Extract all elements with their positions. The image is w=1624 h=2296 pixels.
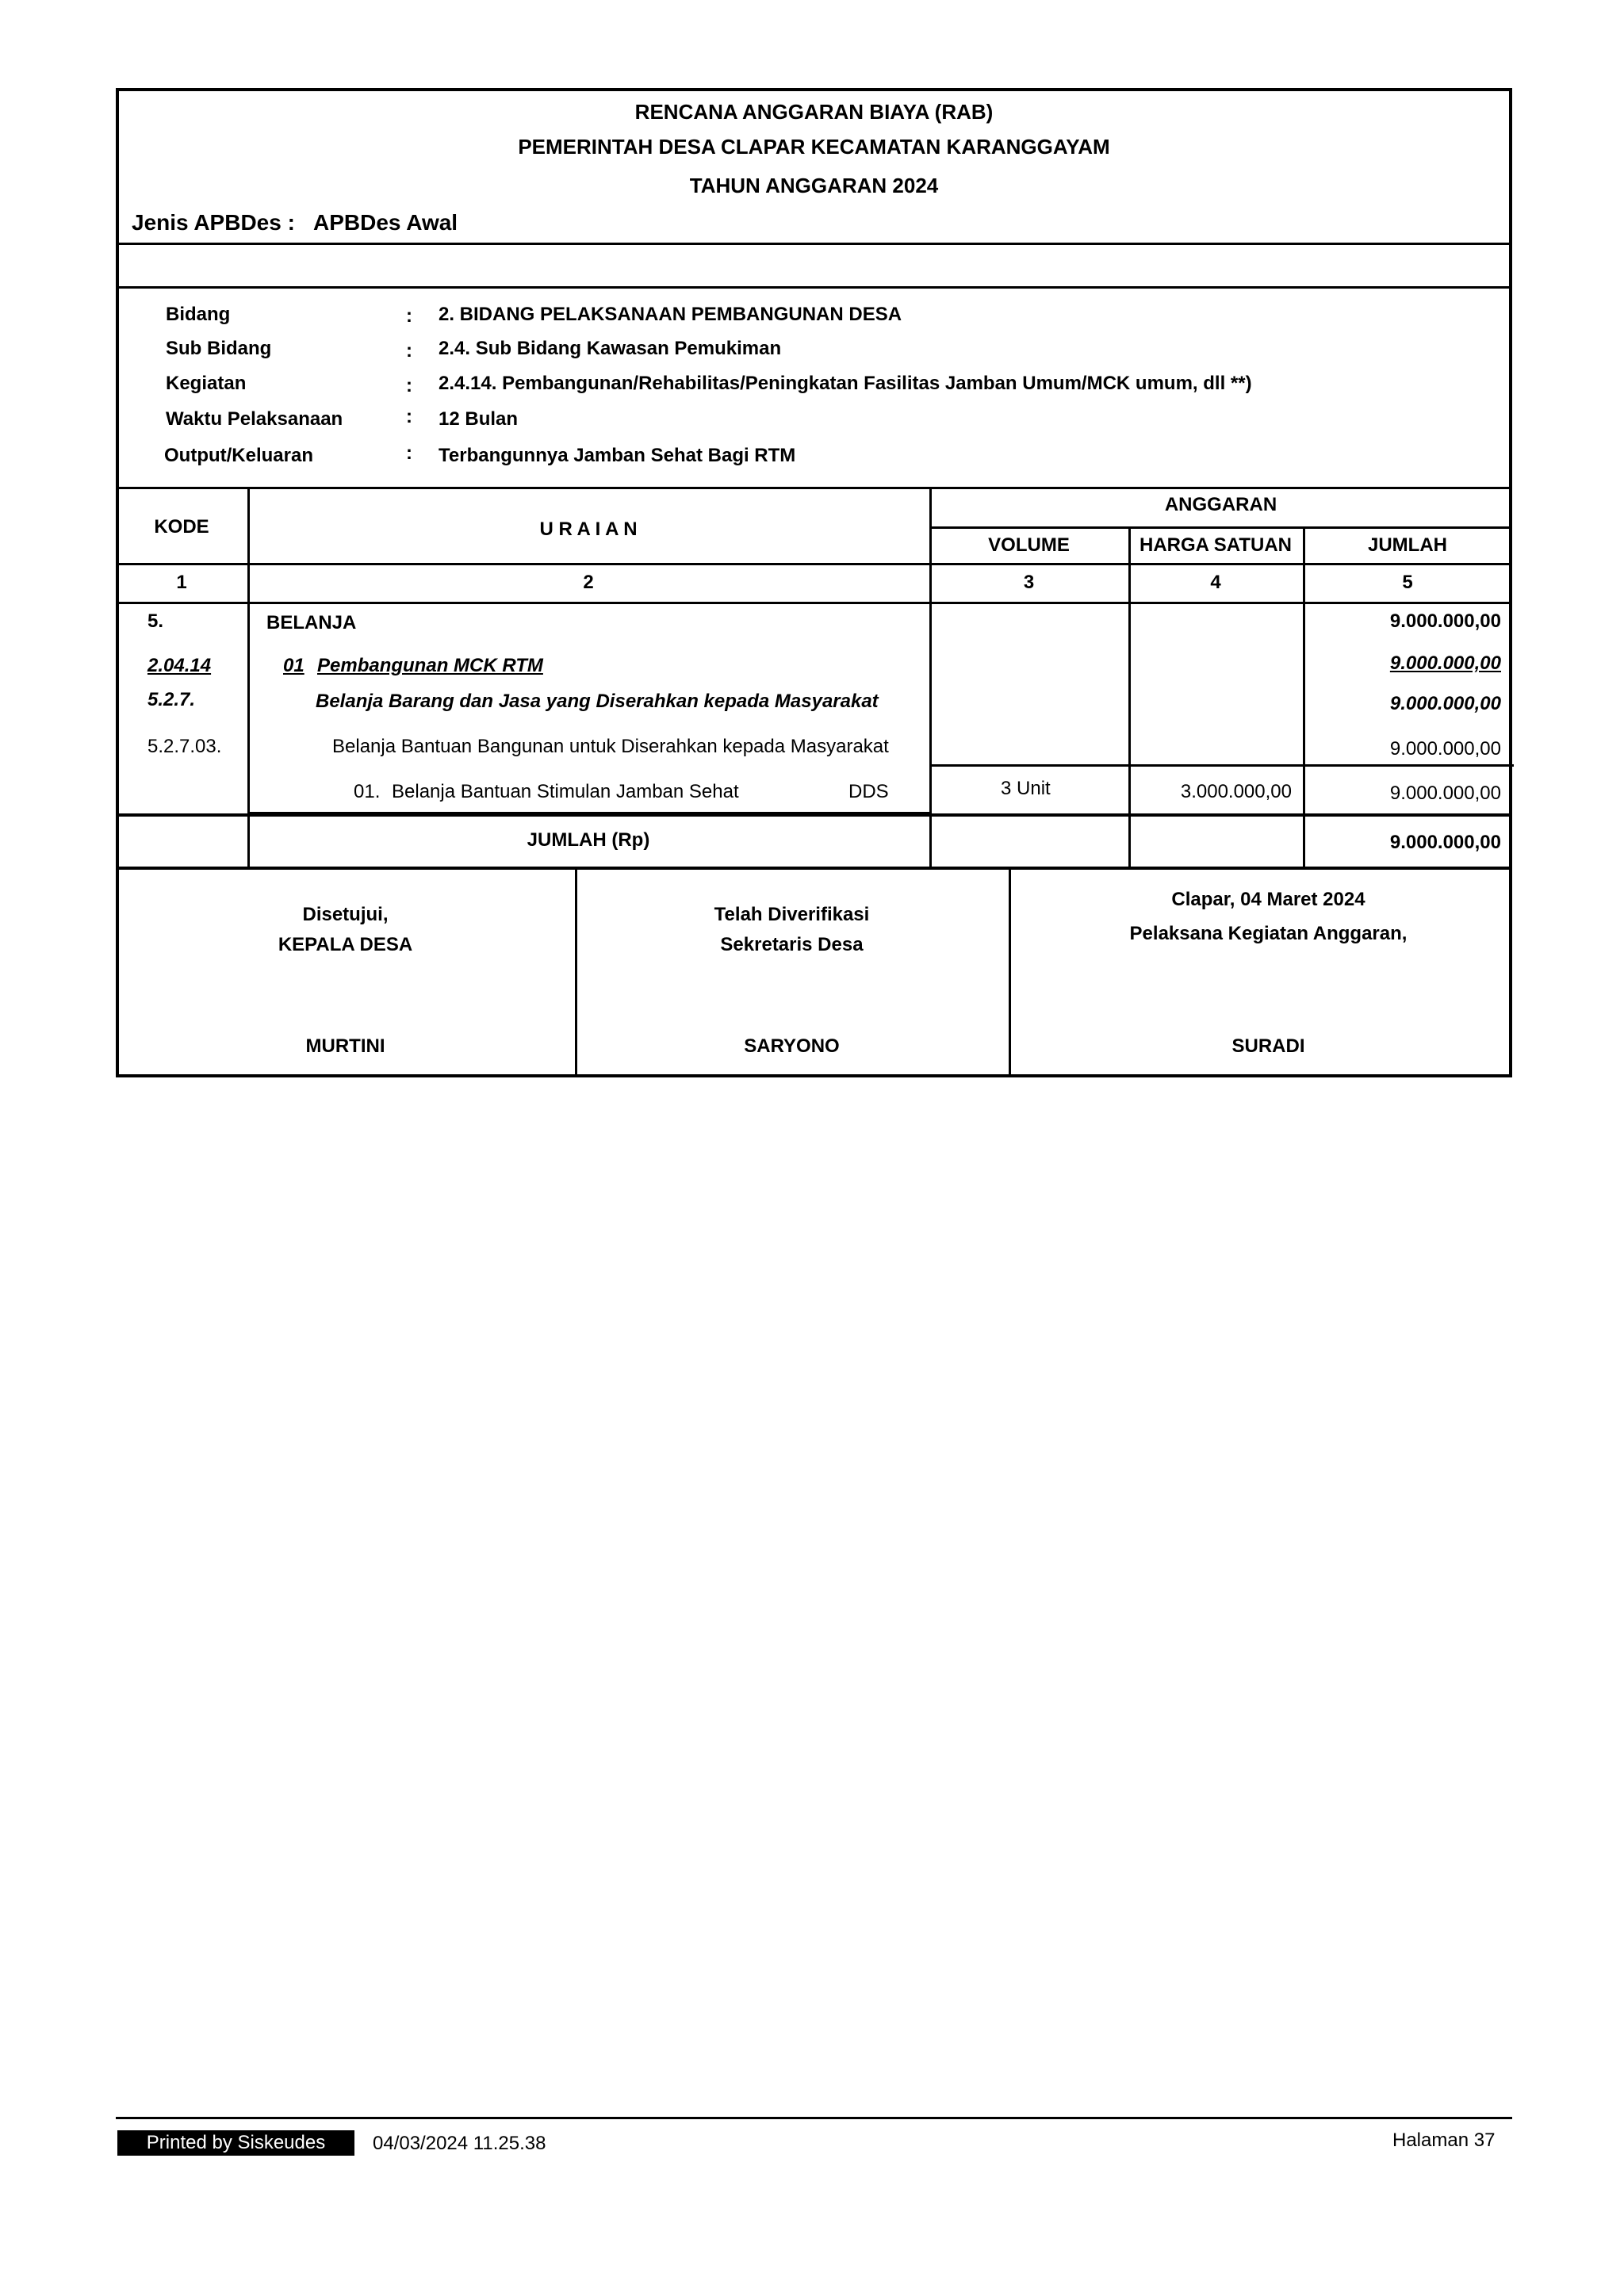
budget-year: TAHUN ANGGARAN 2024 [689, 174, 939, 197]
row-sumber-dana: DDS [848, 781, 889, 802]
row-uraian: Belanja Barang dan Jasa yang Diserahkan kepada Masyarakat [316, 691, 879, 712]
row-volume: 3 Unit [1001, 778, 1051, 799]
info-sep: : [406, 340, 412, 362]
signature-approval-label: Disetujui, [302, 904, 389, 925]
printed-by-badge: Printed by Siskeudes [117, 2130, 354, 2156]
jenis-apbdes-value: APBDes Awal [313, 210, 458, 235]
signature-name: MURTINI [305, 1035, 385, 1057]
row-jumlah: 9.000.000,00 [1389, 610, 1501, 632]
info-value-sub-bidang: 2.4. Sub Bidang Kawasan Pemukiman [439, 338, 782, 359]
footer-divider [116, 2117, 1512, 2119]
row-jumlah: 9.000.000,00 [1389, 738, 1501, 760]
row-kode: 5.2.7.03. [147, 736, 222, 757]
column-number: 4 [1210, 572, 1221, 593]
subrow-divider [929, 764, 1514, 767]
header-bottom [116, 563, 1512, 565]
header-uraian: U R A I A N [539, 519, 638, 540]
document-title: RENCANA ANGGARAN BIAYA (RAB) [634, 100, 994, 124]
header-harga-satuan: HARGA SATUAN [1139, 534, 1292, 556]
signature-title: Pelaksana Kegiatan Anggaran, [1129, 923, 1408, 944]
info-value-waktu: 12 Bulan [439, 408, 519, 430]
row-uraian: Pembangunan MCK RTM [317, 655, 543, 676]
divider-header [116, 243, 1512, 245]
info-sep: : [406, 305, 412, 327]
signature-name: SURADI [1231, 1035, 1305, 1057]
total-value: 9.000.000,00 [1389, 832, 1501, 853]
column-number: 3 [1023, 572, 1035, 593]
numbers-bottom [116, 602, 1512, 604]
divider-info [116, 487, 1512, 489]
row-kode: 2.04.14 [147, 655, 212, 676]
jenis-apbdes-label: Jenis APBDes : [132, 210, 295, 235]
row-uraian: Belanja Bantuan Stimulan Jamban Sehat [392, 781, 739, 802]
header-volume: VOLUME [988, 534, 1070, 556]
info-label-waktu: Waktu Pelaksanaan [166, 408, 343, 430]
total-label: JUMLAH (Rp) [527, 829, 650, 851]
row-uraian: BELANJA [266, 612, 357, 633]
signature-name: SARYONO [744, 1035, 840, 1057]
signature-title: KEPALA DESA [278, 934, 413, 955]
header-jumlah: JUMLAH [1368, 534, 1447, 556]
row-jumlah: 9.000.000,00 [1389, 783, 1501, 804]
print-timestamp: 04/03/2024 11.25.38 [373, 2133, 546, 2154]
info-sep: : [406, 442, 412, 464]
header-kode: KODE [154, 516, 209, 538]
info-label-kegiatan: Kegiatan [166, 373, 247, 394]
row-kode: 5.2.7. [147, 689, 196, 710]
row-kode: 5. [147, 610, 164, 632]
row-jumlah: 9.000.000,00 [1389, 652, 1501, 674]
signature-date: Clapar, 04 Maret 2024 [1171, 889, 1365, 910]
info-label-sub-bidang: Sub Bidang [166, 338, 272, 359]
divider-blank [116, 286, 1512, 289]
page-number: Halaman 37 [1392, 2130, 1496, 2151]
column-number: 2 [583, 572, 594, 593]
row-harga-satuan: 3.000.000,00 [1180, 781, 1292, 802]
info-value-bidang: 2. BIDANG PELAKSANAAN PEMBANGUNAN DESA [439, 304, 902, 325]
row-number: 01. [354, 781, 381, 802]
column-number: 5 [1402, 572, 1413, 593]
header-anggaran: ANGGARAN [1164, 494, 1277, 515]
signature-verification-label: Telah Diverifikasi [714, 904, 870, 925]
row-number: 01 [283, 655, 304, 676]
info-value-kegiatan: 2.4.14. Pembangunan/Rehabilitas/Peningkatan Fasilitas Jamban Umum/MCK umum, dll **) [439, 373, 1252, 394]
info-value-output: Terbangunnya Jamban Sehat Bagi RTM [439, 445, 796, 466]
info-label-output: Output/Keluaran [164, 445, 314, 466]
row-jumlah: 9.000.000,00 [1389, 693, 1501, 714]
document-subtitle: PEMERINTAH DESA CLAPAR KECAMATAN KARANGGAYAM [518, 135, 1110, 159]
info-sep: : [406, 406, 412, 427]
signature-title: Sekretaris Desa [720, 934, 864, 955]
column-number: 1 [176, 572, 187, 593]
row-uraian: Belanja Bantuan Bangunan untuk Diserahkan kepada Masyarakat [332, 736, 889, 757]
info-sep: : [406, 375, 412, 396]
anggaran-divider [929, 526, 1512, 529]
info-label-bidang: Bidang [166, 304, 231, 325]
